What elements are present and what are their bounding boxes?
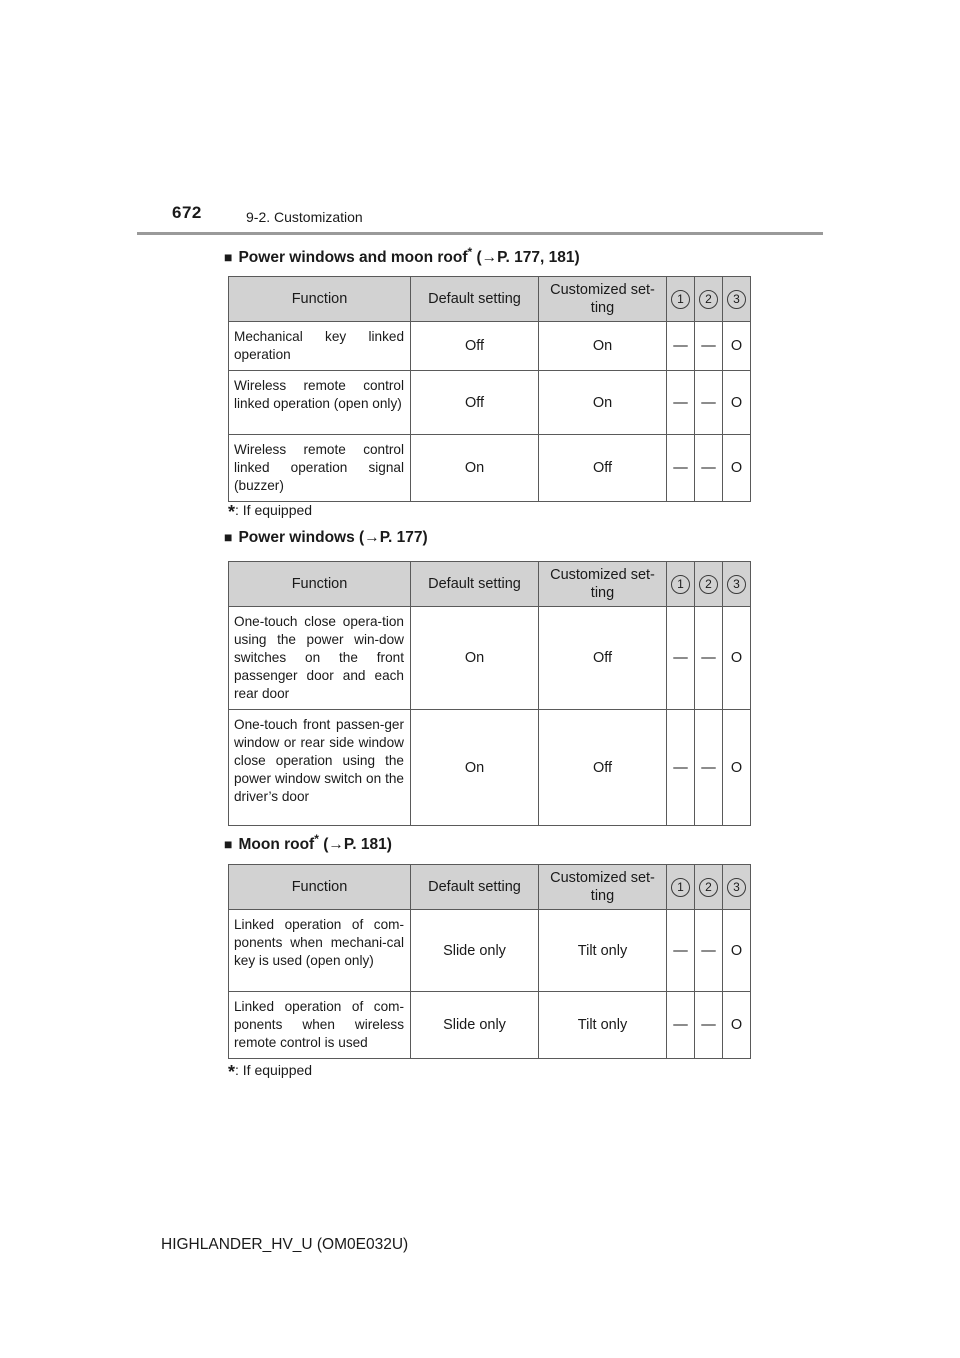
table-row <box>229 371 751 435</box>
col-3: 3 <box>723 865 751 910</box>
c2-cell: — <box>695 992 723 1059</box>
col-customized-setting: Customized set-ting <box>539 562 667 607</box>
c1-cell: — <box>667 371 695 435</box>
default-cell: Slide only <box>411 992 539 1059</box>
table-power-windows-moon-roof <box>228 276 751 502</box>
col-customized-setting: Customized set-ting <box>539 865 667 910</box>
table-row <box>229 992 751 1059</box>
col-2: 2 <box>695 562 723 607</box>
table-row <box>229 322 751 371</box>
c2-cell: — <box>695 607 723 710</box>
page-number: 672 <box>172 203 202 222</box>
col-2: 2 <box>695 865 723 910</box>
custom-cell: On <box>539 371 667 435</box>
function-cell: Mechanical key linked operation <box>229 322 411 371</box>
function-cell: Linked operation of com-ponents when wireless remote control is used <box>229 992 411 1059</box>
table-header-row <box>229 562 751 607</box>
col-function: Function <box>229 865 411 910</box>
c3-cell: O <box>723 910 751 992</box>
c3-cell: O <box>723 710 751 826</box>
custom-cell: Off <box>539 435 667 502</box>
c3-cell: O <box>723 371 751 435</box>
table-header-row <box>229 865 751 910</box>
heading-power-windows: ■ Power windows (→P. 177) <box>224 529 428 546</box>
col-3: 3 <box>723 562 751 607</box>
table-header-row <box>229 277 751 322</box>
c1-cell: — <box>667 435 695 502</box>
table-row <box>229 710 751 826</box>
c2-cell: — <box>695 710 723 826</box>
function-cell: Linked operation of com-ponents when mechani-cal key is used (open only) <box>229 910 411 992</box>
footnote-if-equipped: *: If equipped <box>228 502 313 522</box>
c2-cell: — <box>695 910 723 992</box>
c1-cell: — <box>667 710 695 826</box>
col-3: 3 <box>723 277 751 322</box>
c1-cell: — <box>667 322 695 371</box>
table-row <box>229 435 751 502</box>
default-cell: On <box>411 710 539 826</box>
col-default-setting: Default setting <box>411 865 539 910</box>
col-function: Function <box>229 562 411 607</box>
c3-cell: O <box>723 992 751 1059</box>
custom-cell: Off <box>539 607 667 710</box>
c3-cell: O <box>723 435 751 502</box>
default-cell: Off <box>411 322 539 371</box>
c1-cell: — <box>667 992 695 1059</box>
heading-power-windows-moon-roof: ■ Power windows and moon roof* (→P. 177, 181) <box>224 245 580 267</box>
footer-model-code: HIGHLANDER_HV_U (OM0E032U) <box>161 1236 409 1253</box>
custom-cell: Off <box>539 710 667 826</box>
default-cell: Off <box>411 371 539 435</box>
section-title: 9-2. Customization <box>246 209 363 225</box>
function-cell: Wireless remote control linked operation signal (buzzer) <box>229 435 411 502</box>
footnote-if-equipped: *: If equipped <box>228 1062 313 1082</box>
function-cell: One-touch close opera-tion using the power win-dow switches on the front passenger door and each rear door <box>229 607 411 710</box>
c2-cell: — <box>695 371 723 435</box>
c1-cell: — <box>667 910 695 992</box>
custom-cell: Tilt only <box>539 992 667 1059</box>
col-2: 2 <box>695 277 723 322</box>
table-moon-roof <box>228 864 751 1059</box>
custom-cell: On <box>539 322 667 371</box>
table-power-windows <box>228 561 751 826</box>
c3-cell: O <box>723 607 751 710</box>
col-default-setting: Default setting <box>411 562 539 607</box>
table-row <box>229 910 751 992</box>
function-cell: Wireless remote control linked operation (open only) <box>229 371 411 435</box>
c2-cell: — <box>695 435 723 502</box>
col-1: 1 <box>667 865 695 910</box>
col-customized-setting: Customized set-ting <box>539 277 667 322</box>
c2-cell: — <box>695 322 723 371</box>
default-cell: On <box>411 435 539 502</box>
header-rule <box>137 232 823 235</box>
col-default-setting: Default setting <box>411 277 539 322</box>
col-1: 1 <box>667 277 695 322</box>
col-function: Function <box>229 277 411 322</box>
c3-cell: O <box>723 322 751 371</box>
table-row <box>229 607 751 710</box>
heading-moon-roof: ■ Moon roof* (→P. 181) <box>224 832 392 854</box>
custom-cell: Tilt only <box>539 910 667 992</box>
c1-cell: — <box>667 607 695 710</box>
function-cell: One-touch front passen-ger window or rear side window close operation using the power window switch on the driver’s door <box>229 710 411 826</box>
default-cell: Slide only <box>411 910 539 992</box>
default-cell: On <box>411 607 539 710</box>
col-1: 1 <box>667 562 695 607</box>
